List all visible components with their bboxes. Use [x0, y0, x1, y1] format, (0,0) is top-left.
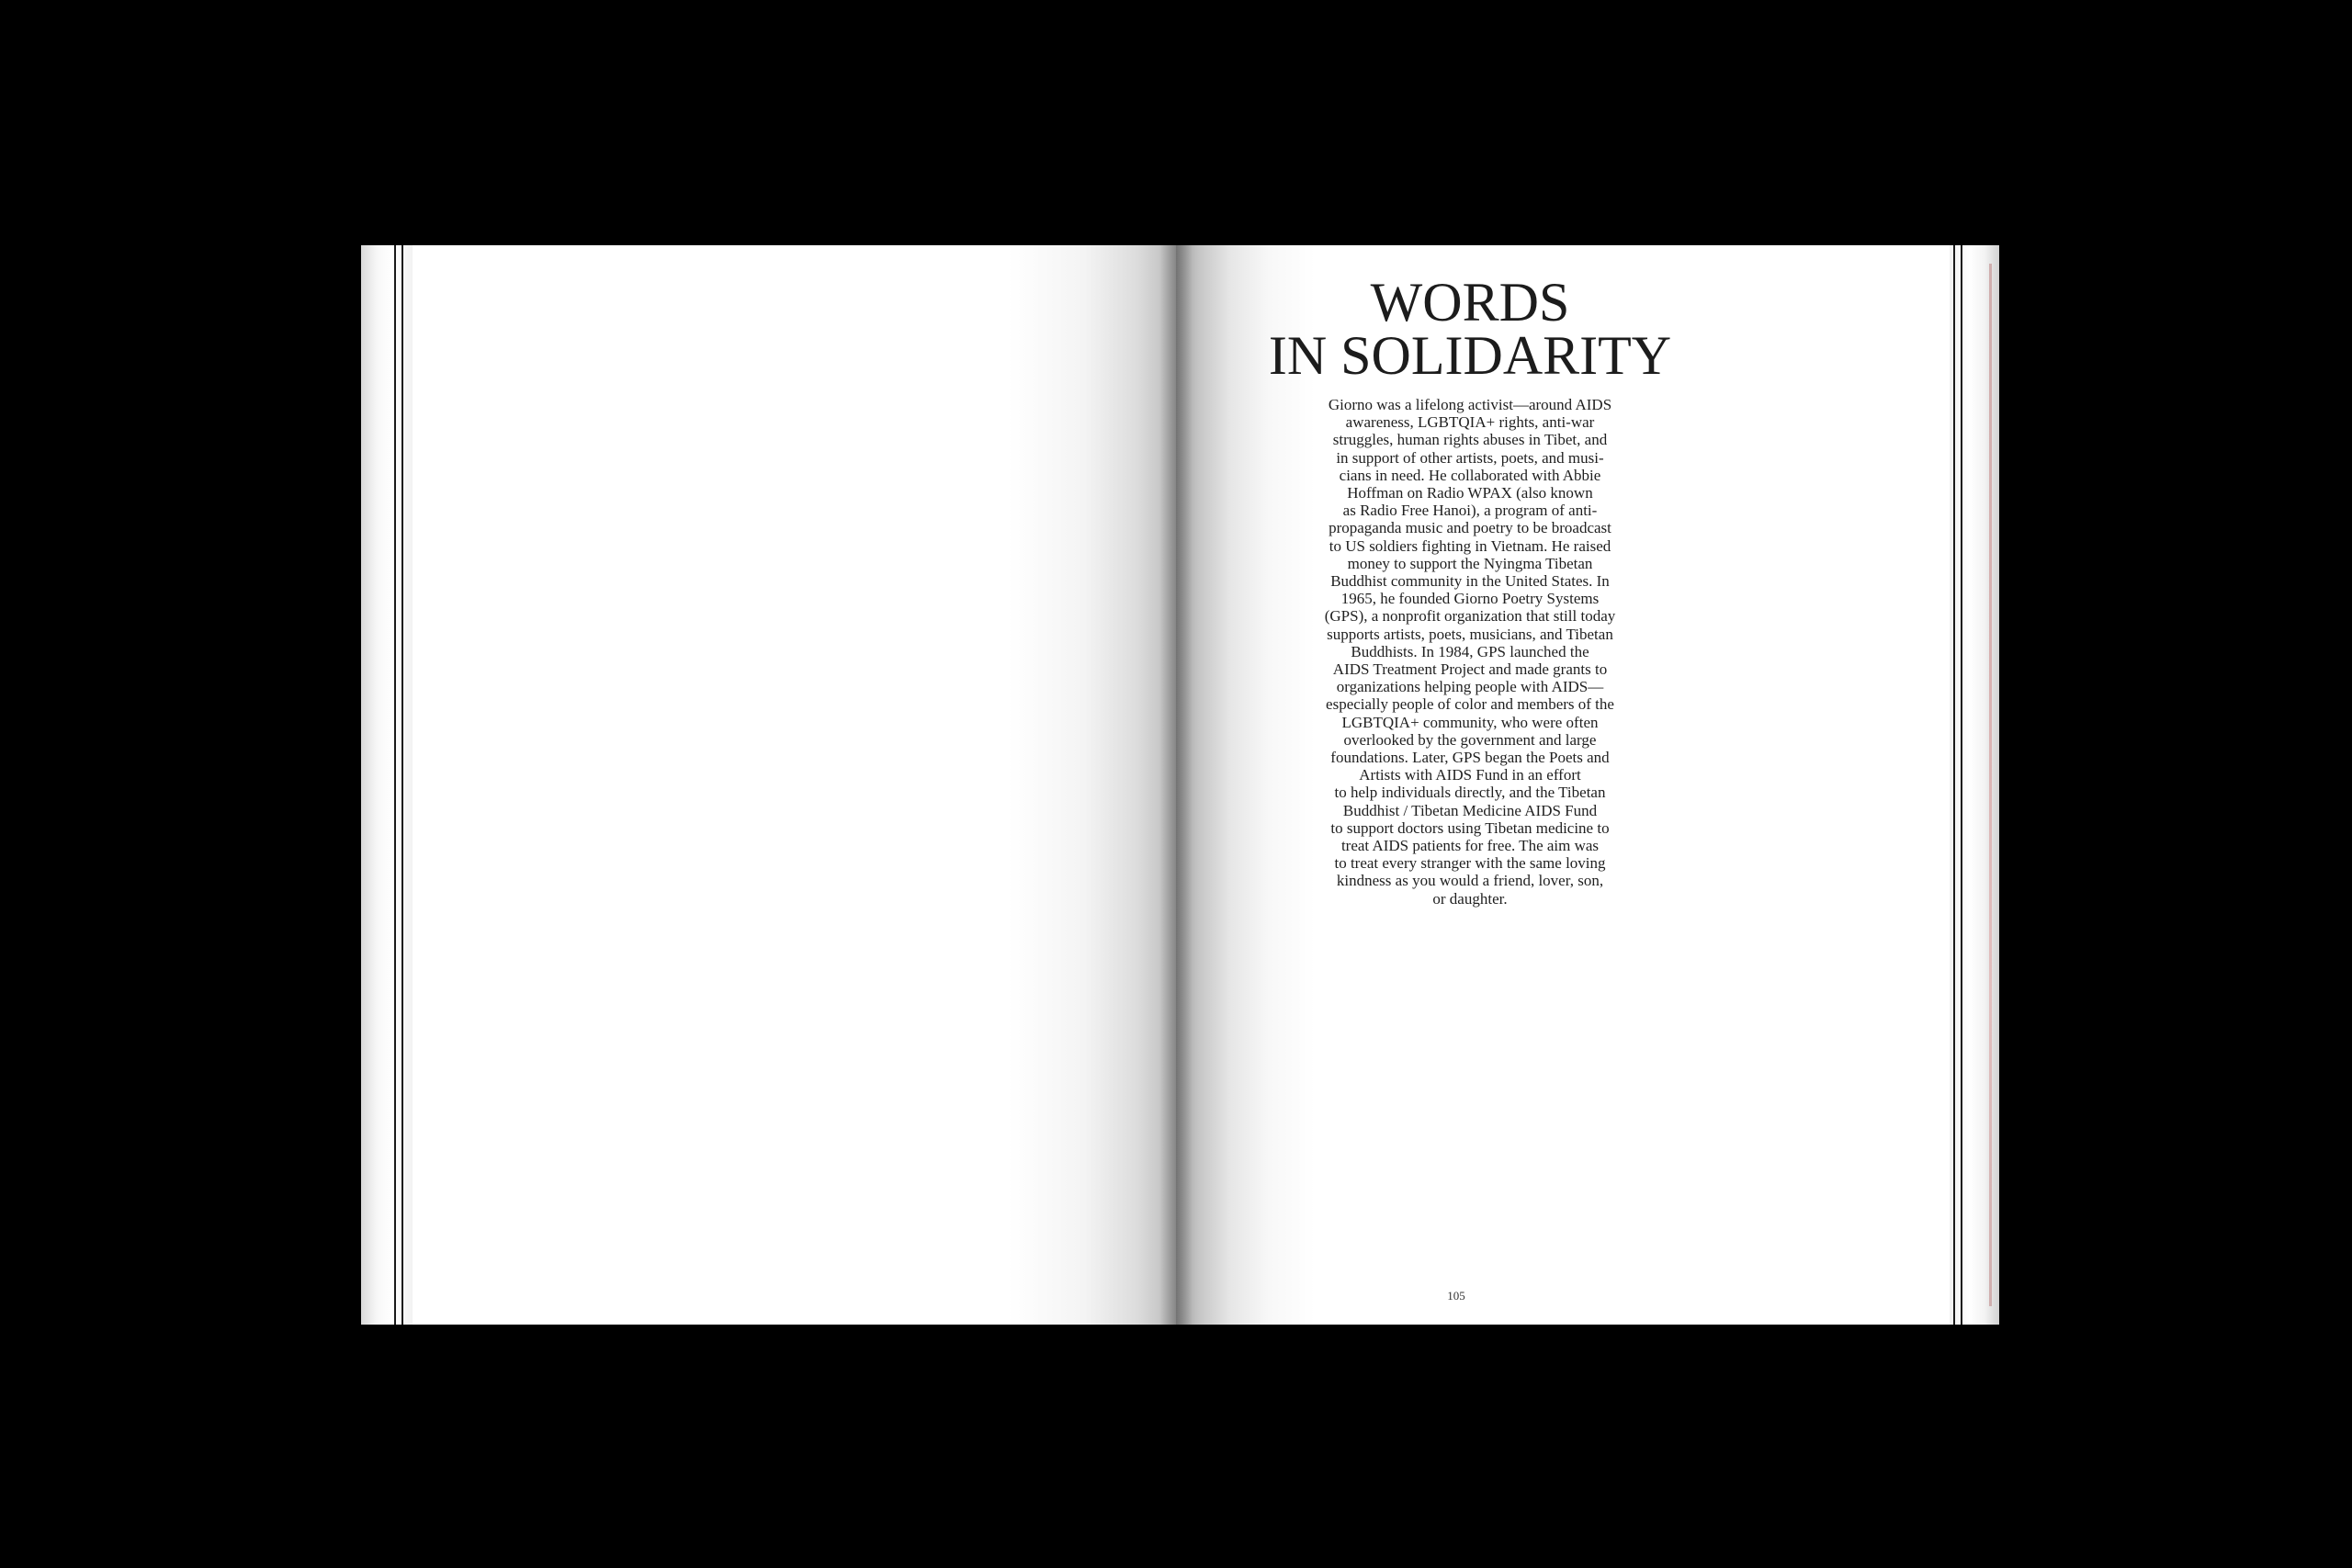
body-line: to support doctors using Tibetan medicine to: [1330, 818, 1610, 837]
body-line: organizations helping people with AIDS—: [1336, 678, 1604, 696]
page-number: 105: [1447, 1289, 1465, 1303]
body-line: Giorno was a lifelong activist—around AIDS: [1328, 396, 1612, 413]
red-page-edge: [1989, 264, 1992, 1306]
body-line: Buddhist community in the United States. In: [1330, 572, 1610, 591]
title-line: WORDS: [1370, 272, 1570, 333]
body-line: Hoffman on Radio WPAX (also known: [1347, 484, 1593, 502]
body-line: (GPS), a nonprofit organization that still today: [1324, 607, 1616, 626]
page-edge-line: [1961, 245, 1962, 1325]
body-line: supports artists, poets, musicians, and Tibetan: [1327, 625, 1613, 643]
body-line: especially people of color and members of the: [1326, 695, 1614, 714]
body-line: treat AIDS patients for free. The aim was: [1340, 837, 1600, 855]
body-line: cians in need. He collaborated with Abbie: [1339, 466, 1601, 484]
body-line: Artists with AIDS Fund in an effort: [1359, 766, 1581, 784]
page-title: [1213, 272, 1727, 386]
body-line: kindness as you would a friend, lover, son,: [1336, 872, 1604, 890]
body-line: propaganda music and poetry to be broadcast: [1329, 519, 1611, 537]
body-line: in support of other artists, poets, and musi-: [1336, 448, 1604, 467]
body-line: Buddhists. In 1984, GPS launched the: [1351, 642, 1589, 660]
book-gutter: [1159, 245, 1193, 1325]
left-page-edges: [361, 245, 413, 1325]
left-page: [413, 245, 1176, 1325]
title-line: IN SOLIDARITY: [1268, 325, 1672, 386]
body-line: Buddhist / Tibetan Medicine AIDS Fund: [1342, 801, 1598, 819]
right-page-edges: [1950, 245, 1999, 1325]
body-line: LGBTQIA+ community, who were often: [1341, 713, 1599, 731]
body-line: or daughter.: [1432, 889, 1508, 908]
body-line: awareness, LGBTQIA+ rights, anti-war: [1345, 413, 1595, 432]
body-text: [1291, 396, 1649, 908]
body-line: as Radio Free Hanoi), a program of anti-: [1342, 502, 1598, 520]
body-line: to help individuals directly, and the Tibetan: [1334, 784, 1606, 802]
page-edge-line: [401, 245, 403, 1325]
body-line: overlooked by the government and large: [1343, 730, 1597, 749]
page-edge-line: [394, 245, 396, 1325]
body-line: struggles, human rights abuses in Tibet, and: [1332, 431, 1608, 449]
body-line: to US soldiers fighting in Vietnam. He raised: [1329, 536, 1611, 555]
body-line: 1965, he founded Giorno Poetry Systems: [1340, 590, 1600, 608]
body-line: money to support the Nyingma Tibetan: [1347, 554, 1593, 572]
page-edge-line: [1953, 245, 1955, 1325]
body-line: to treat every stranger with the same loving: [1334, 854, 1606, 873]
body-line: foundations. Later, GPS began the Poets and: [1330, 749, 1610, 767]
body-line: AIDS Treatment Project and made grants to: [1332, 660, 1608, 679]
